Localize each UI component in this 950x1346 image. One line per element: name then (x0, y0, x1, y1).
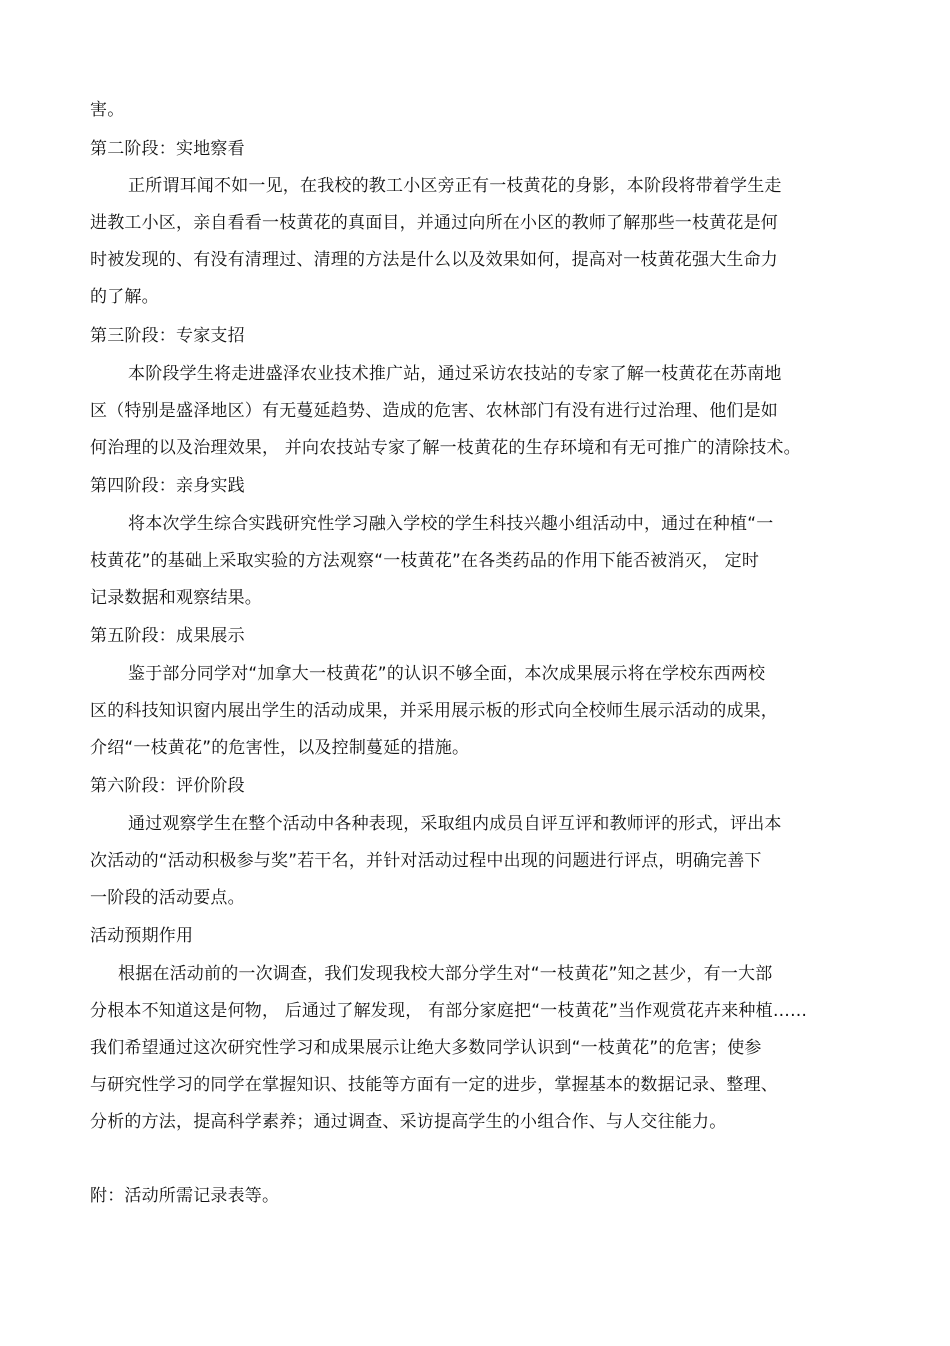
paragraph-line: 何治理的以及治理效果， 并向农技站专家了解一枝黄花的生存环境和有无可推广的清除技术。 (90, 438, 801, 458)
section-heading: 活动预期作用 (90, 926, 194, 946)
paragraph-line: 我们希望通过这次研究性学习和成果展示让绝大多数同学认识到“一枝黄花”的危害；使参 (90, 1038, 762, 1058)
section-heading: 第六阶段：评价阶段 (90, 776, 245, 796)
section-heading: 第五阶段：成果展示 (90, 626, 245, 646)
paragraph-line: 记录数据和观察结果。 (90, 588, 262, 608)
paragraph-line: 的了解。 (90, 287, 159, 307)
paragraph-line: 次活动的“活动积极参与奖”若干名，并针对活动过程中出现的问题进行评点，明确完善下 (90, 851, 762, 871)
paragraph-line: 时被发现的、有没有清理过、清理的方法是什么以及效果如何，提高对一枝黄花强大生命力 (90, 250, 778, 270)
paragraph-line: 根据在活动前的一次调查，我们发现我校大部分学生对“一枝黄花”知之甚少，有一大部 (118, 964, 773, 984)
paragraph-line: 鉴于部分同学对“加拿大一枝黄花”的认识不够全面，本次成果展示将在学校东西两校 (128, 664, 766, 684)
paragraph-line: 一阶段的活动要点。 (90, 888, 245, 908)
paragraph-line: 介绍“一枝黄花”的危害性，以及控制蔓延的措施。 (90, 738, 470, 758)
paragraph-line: 区的科技知识窗内展出学生的活动成果，并采用展示板的形式向全校师生展示活动的成果， (90, 701, 778, 721)
paragraph-line: 害。 (90, 100, 125, 120)
paragraph-line: 正所谓耳闻不如一见，在我校的教工小区旁正有一枝黄花的身影，本阶段将带着学生走 (128, 176, 782, 196)
paragraph-line: 通过观察学生在整个活动中各种表现，采取组内成员自评互评和教师评的形式，评出本 (128, 814, 782, 834)
paragraph-line: 与研究性学习的同学在掌握知识、技能等方面有一定的进步，掌握基本的数据记录、整理、 (90, 1075, 778, 1095)
paragraph-line: 本阶段学生将走进盛泽农业技术推广站，通过采访农技站的专家了解一枝黄花在苏南地 (128, 364, 782, 384)
paragraph-line: 将本次学生综合实践研究性学习融入学校的学生科技兴趣小组活动中，通过在种植“一 (128, 514, 774, 534)
paragraph-line: 进教工小区，亲自看看一枝黄花的真面目，并通过向所在小区的教师了解那些一枝黄花是何 (90, 213, 778, 233)
paragraph-line: 区（特别是盛泽地区）有无蔓延趋势、造成的危害、农林部门有没有进行过治理、他们是如 (90, 401, 778, 421)
appendix-note: 附：活动所需记录表等。 (90, 1186, 280, 1206)
section-heading: 第四阶段：亲身实践 (90, 476, 245, 496)
section-heading: 第二阶段：实地察看 (90, 139, 245, 159)
paragraph-line: 分根本不知道这是何物， 后通过了解发现， 有部分家庭把“一枝黄花”当作观赏花卉来种植…… (90, 1001, 808, 1021)
section-heading: 第三阶段：专家支招 (90, 326, 245, 346)
paragraph-line: 枝黄花”的基础上采取实验的方法观察“一枝黄花”在各类药品的作用下能否被消灭， 定时 (90, 551, 760, 571)
paragraph-line: 分析的方法，提高科学素养；通过调查、采访提高学生的小组合作、与人交往能力。 (90, 1112, 727, 1132)
